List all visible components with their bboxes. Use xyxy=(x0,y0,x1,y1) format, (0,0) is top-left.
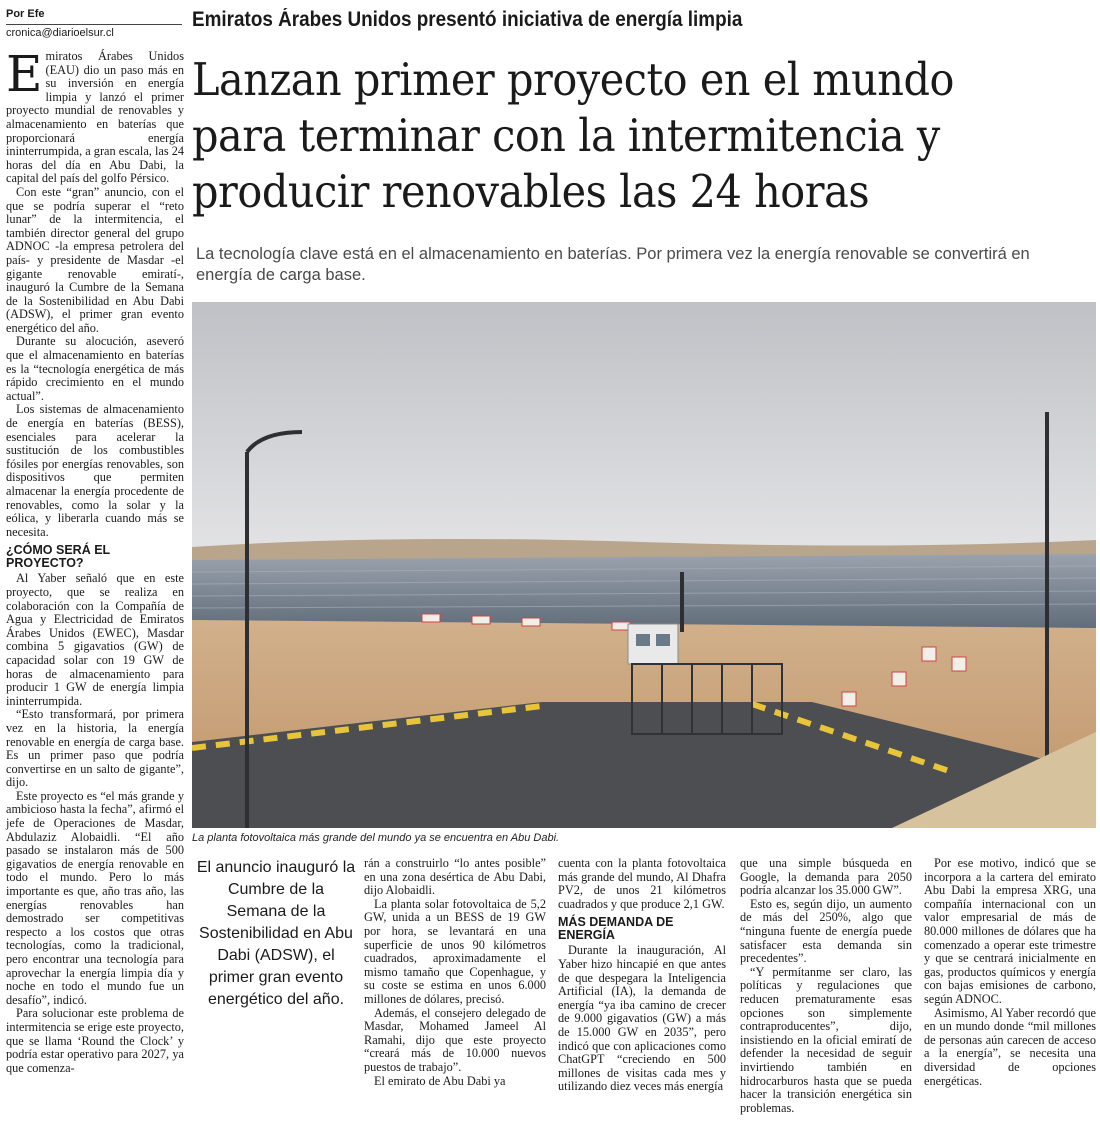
paragraph: Este proyecto es “el más grande y ambicioso hasta la fecha”, afirmó el jefe de Operaciones de Masdar, Abdulaziz Alobaidli. “El año pasado se instalaron más de 500 gigavatios de energía renovable en todo el mundo. Pero lo más importante es que, año tras año, las energías renovables han demostrado ser competitivas respecto a los costos que otras tecnologías, como la tradicional, pero encontrar una tecnología para aprovechar la energía limpia día y noche en todo el mundo fue un desafío”, indicó. xyxy=(6,788,184,1007)
paragraph: “Y permítanme ser claro, las políticas y regulaciones que reducen prematuramente esas opciones son simplemente contraproducentes”, dijo, insistiendo en la oficial emiratí de defender la necesidad de seguir invirtiendo también en hidrocarburos hasta que se pueda hacer la transición energética sin problemas. xyxy=(740,964,912,1115)
pull-quote: El anuncio inauguró la Cumbre de la Semana de la Sostenibilidad en Abu Dabi (ADSW), el primer gran evento energético del año. xyxy=(196,859,356,1008)
paragraph: Para solucionar este problema de intermitencia se erige este proyecto, que se llama ‘Round the Clock’ y podría estar operativo para 2027, ya que comenza- xyxy=(6,1006,184,1075)
headline xyxy=(192,52,1020,220)
paragraph: “Esto transformará, por primera vez en la historia, la energía renovable en energía de carga base. Es un primer paso que podría convertirse en un salto de gigante”, dijo. xyxy=(6,707,184,790)
subhead: La tecnología clave está en el almacenamiento en baterías. Por primera vez la energía renovable se convertirá en energía de carga base. xyxy=(196,245,1030,284)
article-column-4 xyxy=(740,857,912,1115)
paragraph: Por ese motivo, indicó que se incorpora a la cartera del emirato Abu Dabi la empresa XRG, una compañía internacional con un valor empresarial de más de 80.000 millones de dólares que ha comenzado a operar este trimestre y que se centrará inicialmente en gas, productos químicos y energía con bajas emisiones de carbono, según ADNOC. xyxy=(924,856,1096,1006)
author-name: Por Efe xyxy=(6,8,45,20)
paragraph: que una simple búsqueda en Google, la demanda para 2050 podría alcanzar los 35.000 GW”. xyxy=(740,856,912,898)
dropcap: E xyxy=(6,45,43,103)
section-heading-demanda: MÁS DEMANDA DE ENERGÍA xyxy=(558,915,674,943)
headline-line-3: producir renovables las 24 horas xyxy=(192,165,870,218)
paragraph: rán a construirlo “lo antes posible” en una zona desértica de Abu Dabi, dijo Alobaidli. xyxy=(364,856,546,898)
article-photo xyxy=(192,302,1096,828)
solar-plant-illustration xyxy=(192,302,1096,828)
paragraph: Durante la inauguración, Al Yaber hizo hincapié en que antes de que despegara la Inteligencia Artificial (IA), la demanda de energía “ya iba camino de crecer de 9.000 gigavatios (GW) a más de 15.000 GW en 2035”, pero indicó que con aplicaciones como ChatGPT “creciendo en 500 millones de visitas cada mes y utilizando diez veces más energía xyxy=(558,943,726,1094)
paragraph: Emiratos Árabes Unidos (EAU) dio un paso más en su inversión en energía limpia y lanzó el primer proyecto mundial de renovables y almacenamiento en baterías que proporcionará energía ininterrumpida, a gran escala, las 24 horas del día en Abu Dabi, la capital del país del golfo Pérsico. xyxy=(6,45,184,186)
paragraph: Al Yaber señaló que en este proyecto, que se realiza en colaboración con la Compañía de Agua y Electricidad de Emiratos Árabes Unidos (EWEC), Masdar combina 5 gigavatios (GW) de capacidad solar con 19 GW de horas de almacenamiento para producir 1 GW de energía limpia ininterrumpida. xyxy=(6,571,184,708)
paragraph: Asimismo, Al Yaber recordó que en un mundo donde “mil millones de personas aún carecen de acceso a la energía”, se necesita una diversidad de opciones energéticas. xyxy=(924,1005,1096,1088)
kicker: Emiratos Árabes Unidos presentó iniciativa de energía limpia xyxy=(192,8,743,31)
article-column-5 xyxy=(924,857,1096,1088)
article-column-2 xyxy=(364,857,546,1088)
article-column-1 xyxy=(6,45,184,1075)
byline xyxy=(6,8,182,39)
article-column-3 xyxy=(558,857,726,1094)
paragraph: El emirato de Abu Dabi ya xyxy=(374,1073,506,1088)
headline-line-1: Lanzan primer proyecto en el mundo xyxy=(192,53,955,106)
photo-caption: La planta fotovoltaica más grande del mundo ya se encuentra en Abu Dabi. xyxy=(192,832,560,844)
paragraph: Los sistemas de almacenamiento de energía en baterías (BESS), esenciales para acelerar la sustitución de los combustibles fósiles por energías renovables, son dispositivos que permiten almacenar la energía procedente de renovables, como la solar y la eólica, y liberarla cuando más se necesita. xyxy=(6,402,184,539)
section-heading-proyecto: ¿CÓMO SERÁ EL PROYECTO? xyxy=(6,543,110,571)
paragraph: cuenta con la planta fotovoltaica más grande del mundo, Al Dhafra PV2, de unos 21 kilómetros cuadrados y que produce 2,1 GW. xyxy=(558,856,726,911)
headline-line-2: para terminar con la intermitencia y xyxy=(192,109,940,162)
paragraph: Durante su alocución, aseveró que el almacenamiento en baterías es la “tecnología energética de más rápido crecimiento en el mundo actual”. xyxy=(6,334,184,403)
author-email[interactable]: cronica@diarioelsur.cl xyxy=(6,24,182,39)
paragraph: Esto es, según dijo, un aumento de más del 250%, algo que “ninguna fuente de energía puede satisfacer esta demanda sin precedentes”. xyxy=(740,896,912,966)
paragraph: Con este “gran” anuncio, con el que se podría superar el “reto lunar” de la intermitencia, el también director general del grupo ADNOC -la empresa petrolera del país- y presidente de Masdar -el gigante renovable emiratí-, inauguró la Cumbre de la Semana de la Sostenibilidad en Abu Dabi (ADSW), el primer gran evento energético del año. xyxy=(6,184,184,335)
paragraph: Además, el consejero delegado de Masdar, Mohamed Jameel Al Ramahi, dijo que este proyecto “creará más de 10.000 nuevos puestos de trabajo”. xyxy=(364,1005,546,1074)
paragraph: La planta solar fotovoltaica de 5,2 GW, unida a un BESS de 19 GW por hora, se levantará en una superficie de unos 90 kilómetros cuadrados, aproximadamente el mismo tamaño que Copenhague, y su coste se estima en unos 6.000 millones de dólares, precisó. xyxy=(364,896,546,1006)
